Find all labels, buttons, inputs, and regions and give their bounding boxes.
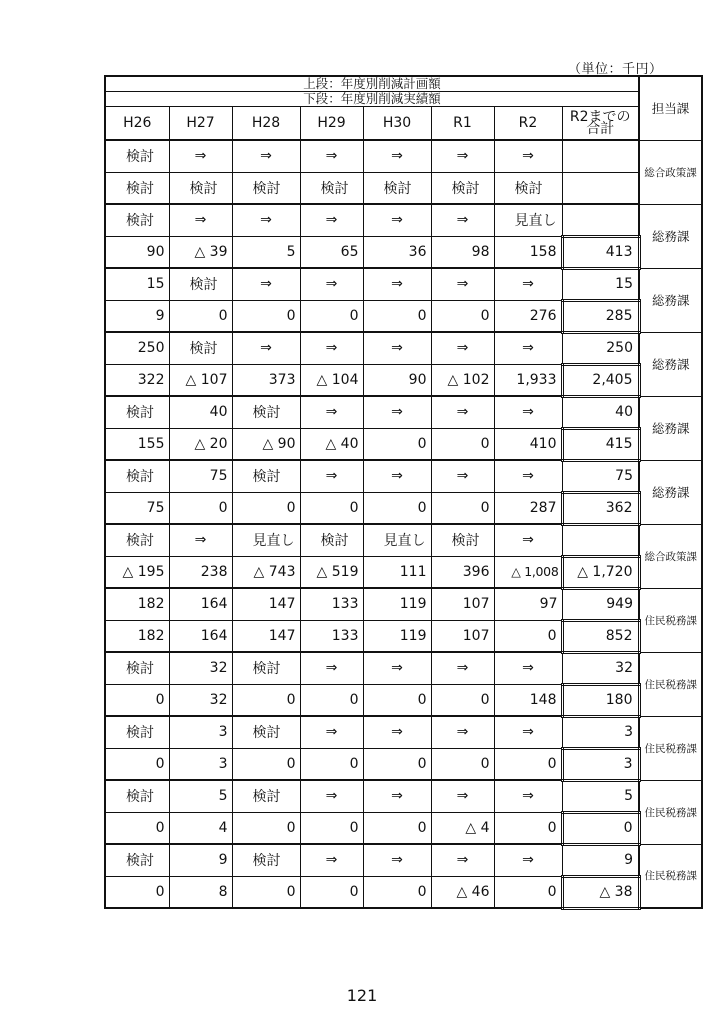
table-row-actual [105, 236, 702, 268]
actual-cell: 0 [105, 748, 169, 780]
table-row-actual [105, 364, 702, 396]
plan-cell: ⇒ [431, 780, 494, 812]
actual-cell: △ 102 [431, 364, 494, 396]
dept-cell: 総務課 [639, 460, 702, 524]
plan-cell: ⇒ [363, 844, 431, 876]
plan-cell: ⇒ [363, 204, 431, 236]
plan-cell: 検討 [232, 780, 300, 812]
plan-cell: 147 [232, 588, 300, 620]
plan-total-cell: 40 [562, 396, 639, 428]
actual-cell: 65 [300, 236, 363, 268]
plan-cell: ⇒ [232, 204, 300, 236]
plan-cell: 133 [300, 588, 363, 620]
actual-cell: 0 [300, 300, 363, 332]
actual-cell: △ 46 [431, 876, 494, 908]
actual-cell: 0 [300, 812, 363, 844]
plan-cell: 3 [169, 716, 232, 748]
actual-cell: 276 [494, 300, 562, 332]
actual-total-cell: 852 [562, 620, 639, 652]
actual-cell: 0 [431, 684, 494, 716]
plan-cell: 検討 [105, 524, 169, 556]
actual-total-cell: △ 1,720 [562, 556, 639, 588]
plan-cell: ⇒ [494, 780, 562, 812]
actual-total-cell: 362 [562, 492, 639, 524]
actual-cell: 9 [105, 300, 169, 332]
plan-cell: 検討 [300, 524, 363, 556]
plan-cell: 見直し [363, 524, 431, 556]
plan-cell: 検討 [105, 396, 169, 428]
total-header-line1: R2までの [569, 108, 631, 125]
actual-cell: 322 [105, 364, 169, 396]
actual-cell: 75 [105, 492, 169, 524]
plan-cell: 検討 [169, 332, 232, 364]
page-number: 121 [346, 986, 378, 1005]
actual-cell: 107 [431, 620, 494, 652]
year-header-h27: H27 [169, 106, 232, 140]
plan-cell: ⇒ [300, 844, 363, 876]
plan-cell: ⇒ [431, 716, 494, 748]
dept-cell: 住民税務課 [639, 652, 702, 716]
plan-cell: ⇒ [494, 332, 562, 364]
plan-cell: ⇒ [431, 332, 494, 364]
plan-cell: 検討 [105, 460, 169, 492]
actual-cell: 0 [105, 684, 169, 716]
actual-cell: 0 [363, 492, 431, 524]
dept-cell: 住民税務課 [639, 780, 702, 844]
actual-cell: 373 [232, 364, 300, 396]
actual-cell: 111 [363, 556, 431, 588]
dept-cell: 総務課 [639, 396, 702, 460]
plan-cell: 119 [363, 588, 431, 620]
table-row-actual [105, 812, 702, 844]
plan-cell: ⇒ [363, 716, 431, 748]
actual-cell: 5 [232, 236, 300, 268]
actual-cell: 0 [300, 684, 363, 716]
plan-cell: 15 [105, 268, 169, 300]
actual-cell: △ 40 [300, 428, 363, 460]
actual-cell: 182 [105, 620, 169, 652]
plan-cell: ⇒ [363, 780, 431, 812]
actual-cell: 36 [363, 236, 431, 268]
plan-cell: ⇒ [494, 460, 562, 492]
plan-total-cell: 3 [562, 716, 639, 748]
actual-cell: 0 [431, 300, 494, 332]
plan-cell: 32 [169, 652, 232, 684]
dept-cell: 総合政策課 [639, 524, 702, 588]
lower-caption: 下段：年度別削減実績額 [105, 91, 639, 106]
actual-cell: △ 39 [169, 236, 232, 268]
actual-cell: 164 [169, 620, 232, 652]
actual-cell: 0 [232, 748, 300, 780]
actual-cell: 0 [363, 300, 431, 332]
plan-cell: 検討 [105, 204, 169, 236]
plan-cell: ⇒ [363, 652, 431, 684]
plan-cell: ⇒ [300, 652, 363, 684]
actual-total-cell: 2,405 [562, 364, 639, 396]
plan-cell: 検討 [431, 524, 494, 556]
total-header-line2: 合計 [586, 120, 615, 137]
actual-total-cell: △ 38 [562, 876, 639, 908]
actual-cell: 0 [494, 876, 562, 908]
plan-cell: ⇒ [431, 652, 494, 684]
plan-cell: 検討 [232, 716, 300, 748]
plan-cell: ⇒ [431, 204, 494, 236]
plan-cell: 250 [105, 332, 169, 364]
table-row-plan [105, 524, 702, 556]
plan-cell: ⇒ [363, 268, 431, 300]
actual-cell: 検討 [300, 172, 363, 204]
table-row-actual [105, 428, 702, 460]
plan-cell: 5 [169, 780, 232, 812]
dept-cell: 総務課 [639, 204, 702, 268]
actual-cell: 検討 [105, 172, 169, 204]
plan-cell: ⇒ [494, 716, 562, 748]
unit-label: （単位：千円） [568, 62, 663, 77]
actual-cell: 98 [431, 236, 494, 268]
plan-cell: ⇒ [300, 460, 363, 492]
plan-cell: 検討 [169, 268, 232, 300]
year-header-h26: H26 [105, 106, 169, 140]
dept-cell: 住民税務課 [639, 844, 702, 908]
actual-cell: 0 [494, 748, 562, 780]
actual-cell: 32 [169, 684, 232, 716]
table-row-plan [105, 844, 702, 876]
year-header-r1: R1 [431, 106, 494, 140]
table-row-plan [105, 332, 702, 364]
plan-cell: 検討 [105, 780, 169, 812]
plan-cell: 見直し [232, 524, 300, 556]
year-header-h28: H28 [232, 106, 300, 140]
actual-cell: 1,933 [494, 364, 562, 396]
plan-cell: ⇒ [494, 844, 562, 876]
plan-total-cell: 32 [562, 652, 639, 684]
actual-cell: △ 4 [431, 812, 494, 844]
actual-cell: 0 [494, 812, 562, 844]
actual-cell: 3 [169, 748, 232, 780]
actual-cell: 119 [363, 620, 431, 652]
plan-cell: ⇒ [300, 716, 363, 748]
actual-cell: 0 [363, 876, 431, 908]
plan-cell: ⇒ [300, 332, 363, 364]
actual-total-cell: 413 [562, 236, 639, 268]
actual-cell: 0 [232, 812, 300, 844]
plan-cell: ⇒ [363, 460, 431, 492]
plan-cell: 164 [169, 588, 232, 620]
dept-column-header: 担当課 [639, 76, 702, 140]
actual-cell: △ 104 [300, 364, 363, 396]
plan-cell: ⇒ [363, 140, 431, 172]
total-column-header [562, 106, 639, 140]
plan-cell: ⇒ [431, 844, 494, 876]
plan-cell: ⇒ [363, 396, 431, 428]
plan-cell: 9 [169, 844, 232, 876]
actual-cell: 0 [431, 428, 494, 460]
actual-cell: 0 [494, 620, 562, 652]
actual-cell: 155 [105, 428, 169, 460]
actual-cell: 検討 [363, 172, 431, 204]
dept-cell: 住民税務課 [639, 588, 702, 652]
plan-cell: ⇒ [494, 652, 562, 684]
plan-total-cell: 15 [562, 268, 639, 300]
plan-cell: ⇒ [431, 396, 494, 428]
plan-cell: ⇒ [169, 140, 232, 172]
actual-cell: 287 [494, 492, 562, 524]
actual-cell: 0 [232, 876, 300, 908]
plan-cell: ⇒ [494, 524, 562, 556]
actual-cell: 0 [300, 876, 363, 908]
table-row-actual [105, 748, 702, 780]
plan-total-cell [562, 524, 639, 556]
plan-cell: ⇒ [363, 332, 431, 364]
actual-cell: △ 519 [300, 556, 363, 588]
actual-cell: 4 [169, 812, 232, 844]
table-row-actual [105, 492, 702, 524]
actual-cell: 158 [494, 236, 562, 268]
actual-cell: △ 195 [105, 556, 169, 588]
dept-cell: 総務課 [639, 268, 702, 332]
plan-cell: 検討 [232, 460, 300, 492]
actual-cell: 0 [169, 492, 232, 524]
plan-cell: ⇒ [300, 204, 363, 236]
actual-total-cell [562, 172, 639, 204]
actual-total-cell: 415 [562, 428, 639, 460]
plan-cell: ⇒ [494, 268, 562, 300]
actual-cell: 8 [169, 876, 232, 908]
table-row-actual [105, 300, 702, 332]
plan-cell: 検討 [105, 140, 169, 172]
actual-cell: 0 [363, 684, 431, 716]
table-row-plan [105, 588, 702, 620]
table-row-plan [105, 460, 702, 492]
plan-cell: 97 [494, 588, 562, 620]
plan-total-cell: 5 [562, 780, 639, 812]
plan-total-cell: 949 [562, 588, 639, 620]
plan-cell: 検討 [232, 396, 300, 428]
plan-cell: 検討 [232, 652, 300, 684]
table-row-plan [105, 652, 702, 684]
table-row-actual [105, 556, 702, 588]
plan-cell: ⇒ [232, 268, 300, 300]
actual-total-cell: 3 [562, 748, 639, 780]
plan-total-cell: 75 [562, 460, 639, 492]
plan-cell: ⇒ [232, 140, 300, 172]
actual-cell: 検討 [494, 172, 562, 204]
actual-cell: 148 [494, 684, 562, 716]
table-body [105, 76, 702, 908]
actual-total-cell: 285 [562, 300, 639, 332]
actual-cell: 90 [363, 364, 431, 396]
actual-cell: 0 [105, 876, 169, 908]
actual-cell: 238 [169, 556, 232, 588]
table-row-plan [105, 396, 702, 428]
actual-cell: 0 [232, 300, 300, 332]
actual-total-cell: 180 [562, 684, 639, 716]
actual-cell: 147 [232, 620, 300, 652]
plan-cell: ⇒ [494, 396, 562, 428]
table-row-plan [105, 140, 702, 172]
plan-cell: ⇒ [431, 460, 494, 492]
year-header-h30: H30 [363, 106, 431, 140]
actual-cell: 0 [300, 748, 363, 780]
actual-cell: △ 20 [169, 428, 232, 460]
table-row-actual [105, 620, 702, 652]
actual-cell: 0 [232, 684, 300, 716]
plan-total-cell [562, 204, 639, 236]
plan-total-cell: 9 [562, 844, 639, 876]
actual-cell: △ 90 [232, 428, 300, 460]
actual-cell: 0 [363, 428, 431, 460]
actual-cell: 410 [494, 428, 562, 460]
dept-cell: 住民税務課 [639, 716, 702, 780]
plan-cell: ⇒ [169, 204, 232, 236]
upper-caption: 上段：年度別削減計画額 [105, 76, 639, 91]
plan-cell: 見直し [494, 204, 562, 236]
actual-cell: 0 [431, 748, 494, 780]
plan-cell: 検討 [105, 844, 169, 876]
plan-cell: 検討 [232, 844, 300, 876]
plan-cell: ⇒ [300, 140, 363, 172]
plan-cell: ⇒ [232, 332, 300, 364]
actual-cell: 90 [105, 236, 169, 268]
actual-cell: 0 [300, 492, 363, 524]
plan-cell: ⇒ [169, 524, 232, 556]
year-header-h29: H29 [300, 106, 363, 140]
table-row-actual [105, 876, 702, 908]
plan-cell: 182 [105, 588, 169, 620]
actual-cell: 133 [300, 620, 363, 652]
plan-cell: 107 [431, 588, 494, 620]
table-row-plan [105, 716, 702, 748]
plan-cell: ⇒ [300, 396, 363, 428]
plan-cell: ⇒ [494, 140, 562, 172]
actual-cell: 検討 [169, 172, 232, 204]
table-row-actual [105, 684, 702, 716]
plan-total-cell [562, 140, 639, 172]
actual-cell: 396 [431, 556, 494, 588]
plan-total-cell: 250 [562, 332, 639, 364]
actual-cell: △ 743 [232, 556, 300, 588]
actual-cell: △ 1,008 [494, 556, 562, 588]
plan-cell: 検討 [105, 652, 169, 684]
year-header-r2: R2 [494, 106, 562, 140]
plan-cell: 40 [169, 396, 232, 428]
actual-cell: 0 [105, 812, 169, 844]
actual-cell: 検討 [232, 172, 300, 204]
actual-cell: 検討 [431, 172, 494, 204]
table-row-actual [105, 172, 702, 204]
actual-cell: 0 [232, 492, 300, 524]
actual-cell: 0 [363, 748, 431, 780]
plan-cell: 75 [169, 460, 232, 492]
table-row-plan [105, 780, 702, 812]
dept-cell: 総務課 [639, 332, 702, 396]
table-row-plan [105, 268, 702, 300]
plan-cell: ⇒ [431, 268, 494, 300]
plan-cell: 検討 [105, 716, 169, 748]
plan-cell: ⇒ [431, 140, 494, 172]
table-row-plan [105, 204, 702, 236]
actual-cell: 0 [363, 812, 431, 844]
plan-cell: ⇒ [300, 268, 363, 300]
actual-cell: 0 [169, 300, 232, 332]
plan-cell: ⇒ [300, 780, 363, 812]
actual-cell: 0 [431, 492, 494, 524]
reduction-table [104, 75, 703, 910]
actual-cell: △ 107 [169, 364, 232, 396]
actual-total-cell: 0 [562, 812, 639, 844]
dept-cell: 総合政策課 [639, 140, 702, 204]
